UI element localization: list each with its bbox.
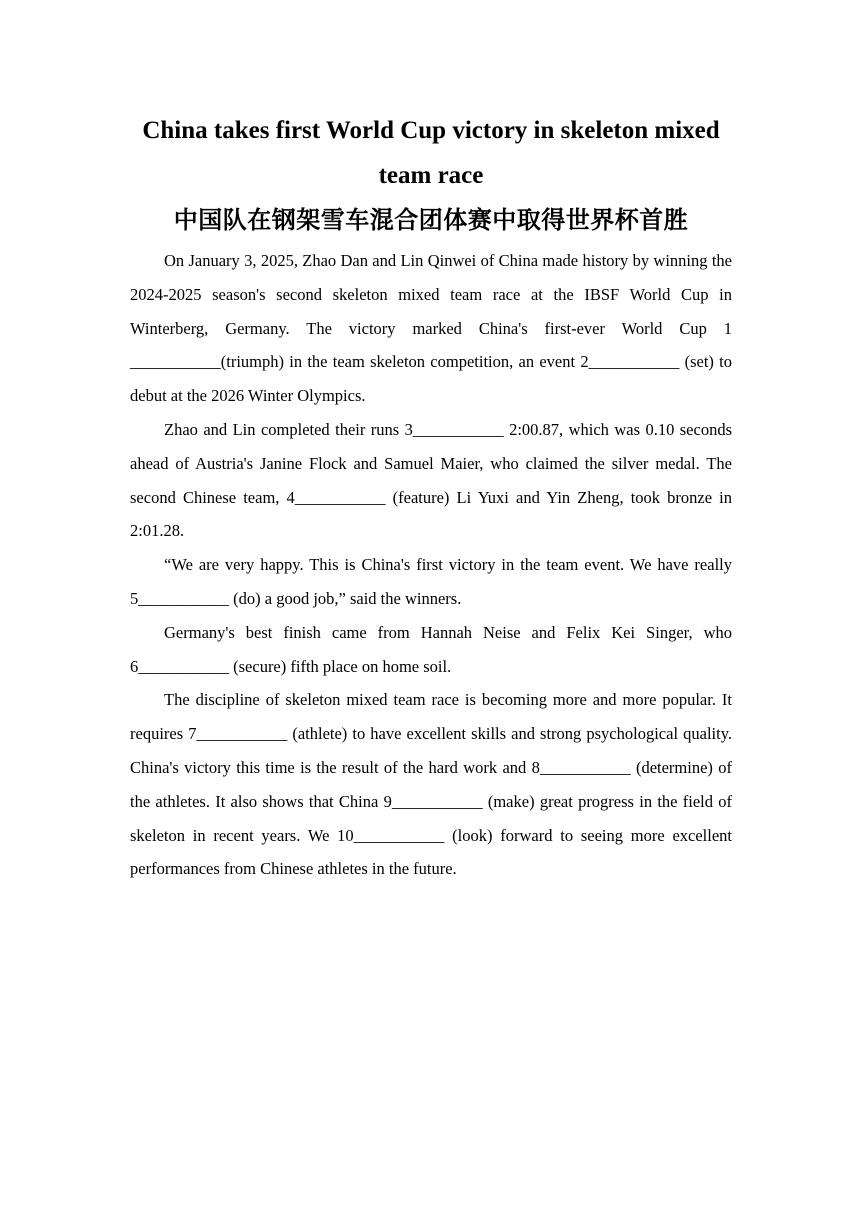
paragraph-3: “We are very happy. This is China's first victory in the team event. We have really 5___________ (do) a good job,” said the winners. (130, 555, 732, 608)
paragraph-5: The discipline of skeleton mixed team race is becoming more and more popular. It requires 7___________ (athlete) to have excellent skills and strong psychological quality. China's victory this time is the result of the hard work and 8___________ (determine) of the athletes. It also shows that China 9___________ (make) great progress in the field of skeleton in recent years. We 10___________ (look) forward to seeing more excellent performances from Chinese athletes in the future. (130, 690, 732, 879)
document-page (130, 108, 732, 886)
paragraph-2: Zhao and Lin completed their runs 3___________ 2:00.87, which was 0.10 seconds ahead of Austria's Janine Flock and Samuel Maier, who claimed the silver medal. The second Chinese team, 4___________ (feature) Li Yuxi and Yin Zheng, took bronze in 2:01.28. (130, 419, 732, 541)
paragraph-4: Germany's best finish came from Hannah Neise and Felix Kei Singer, who 6___________ (secure) fifth place on home soil. (130, 622, 732, 676)
title-chinese: 中国队在钢架雪车混合团体赛中取得世界杯首胜 (173, 206, 689, 234)
paragraph-1: On January 3, 2025, Zhao Dan and Lin Qinwei of China made history by winning the 2024-2025 season's second skeleton mixed team race at the IBSF World Cup in Winterberg, Germany. The victory marked China's first-ever World Cup 1 ___________(triumph) in the team skeleton competition, an event 2___________ (set) to debut at the 2026 Winter Olympics. (130, 251, 732, 406)
title-english: China takes first World Cup victory in skeleton mixed team race (142, 117, 720, 189)
